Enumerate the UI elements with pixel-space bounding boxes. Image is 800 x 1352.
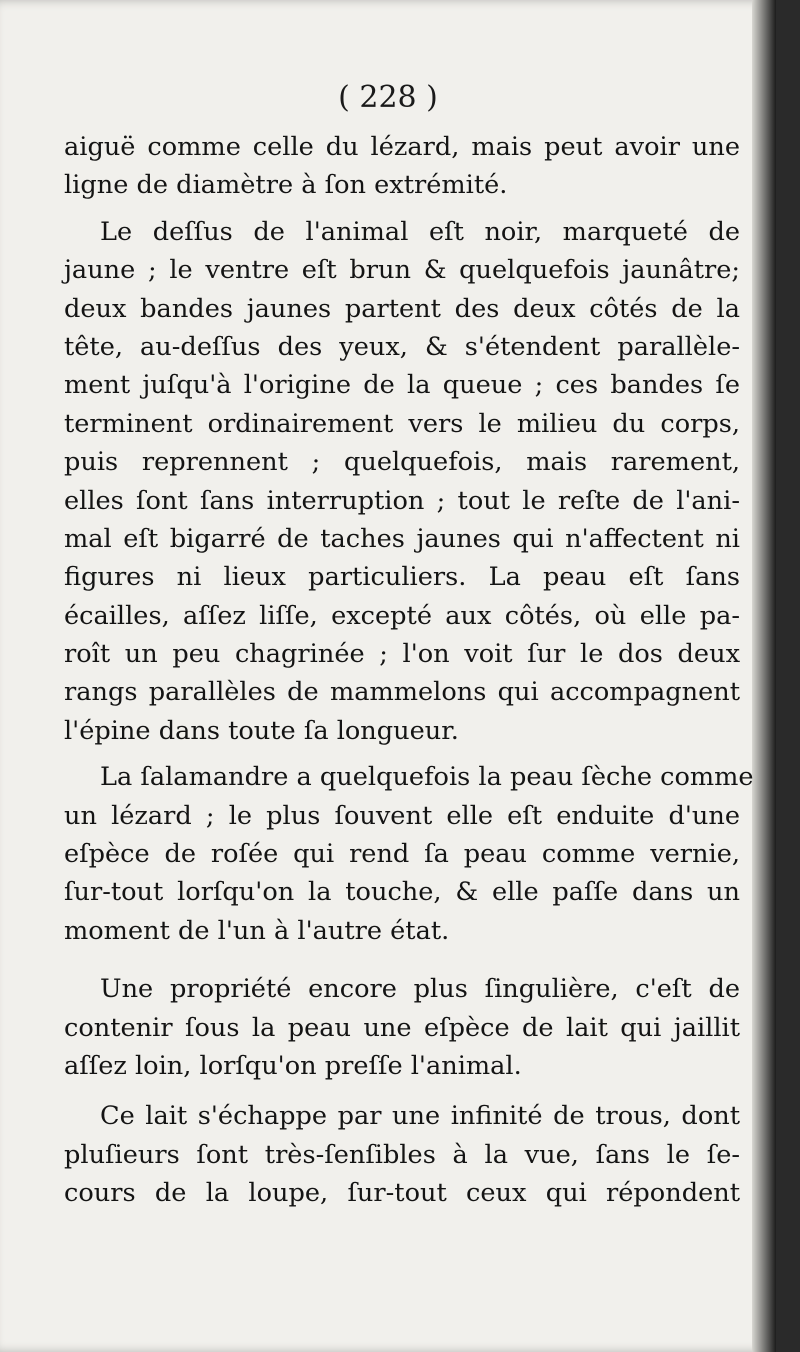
text-line: terminent ordinairement vers le milieu du corps, — [64, 408, 740, 439]
text-line: cours de la loupe, ſur-tout ceux qui répondent — [64, 1178, 740, 1209]
text-line: Le deſſus de l'animal eſt noir, marqueté de — [100, 216, 740, 247]
text-line: aiguë comme celle du lézard, mais peut avoir une — [64, 132, 740, 162]
text-line: Ce lait s'échappe par une infinité de trous, dont — [100, 1101, 740, 1132]
text-line: ſur-tout lorſqu'on la touche, & elle paſſe dans un — [64, 877, 740, 908]
page-edge-shadow — [752, 0, 776, 1352]
text-line: ment juſqu'à l'origine de la queue ; ces bandes ſe — [64, 370, 740, 401]
text-line: elles ſont ſans interruption ; tout le reſte de l'ani- — [64, 485, 740, 516]
text-line: ligne de diamètre à ſon extrémité. — [64, 170, 508, 201]
text-line: eſpèce de roſée qui rend ſa peau comme vernie, — [64, 839, 740, 870]
text-line: mal eſt bigarré de taches jaunes qui n'affectent ni — [64, 523, 740, 554]
text-line: rangs parallèles de mammelons qui accompagnent — [64, 677, 740, 708]
text-line: deux bandes jaunes partent des deux côtés de la — [64, 293, 740, 324]
text-line: puis reprennent ; quelquefois, mais rarement, — [64, 447, 740, 478]
text-line: pluſieurs ſont très-ſenſibles à la vue, ſans le ſe- — [64, 1139, 740, 1170]
text-line: écailles, aſſez liſſe, excepté aux côtés, où elle pa- — [64, 600, 740, 631]
page-number: ( 228 ) — [338, 80, 438, 115]
text-line: l'épine dans toute ſa longueur. — [64, 715, 459, 746]
text-line: aſſez loin, lorſqu'on preſſe l'animal. — [64, 1050, 522, 1081]
text-line: contenir ſous la peau une eſpèce de lait qui jaillit — [64, 1012, 740, 1043]
text-line: La ſalamandre a quelquefois la peau ſèche comme — [100, 762, 754, 793]
text-line: Une propriété encore plus ſingulière, c'eſt de — [100, 974, 740, 1005]
text-line: jaune ; le ventre eſt brun & quelquefois jaunâtre; — [64, 255, 740, 286]
text-line: tête, au-deſſus des yeux, & s'étendent parallèle- — [64, 331, 740, 362]
body-text — [64, 128, 754, 1213]
text-line: roît un peu chagrinée ; l'on voit ſur le dos deux — [64, 639, 740, 670]
text-line: figures ni lieux particuliers. La peau eſt ſans — [64, 562, 740, 593]
text-line: moment de l'un à l'autre état. — [64, 915, 450, 946]
text-line: un lézard ; le plus ſouvent elle eſt enduite d'une — [64, 800, 740, 831]
